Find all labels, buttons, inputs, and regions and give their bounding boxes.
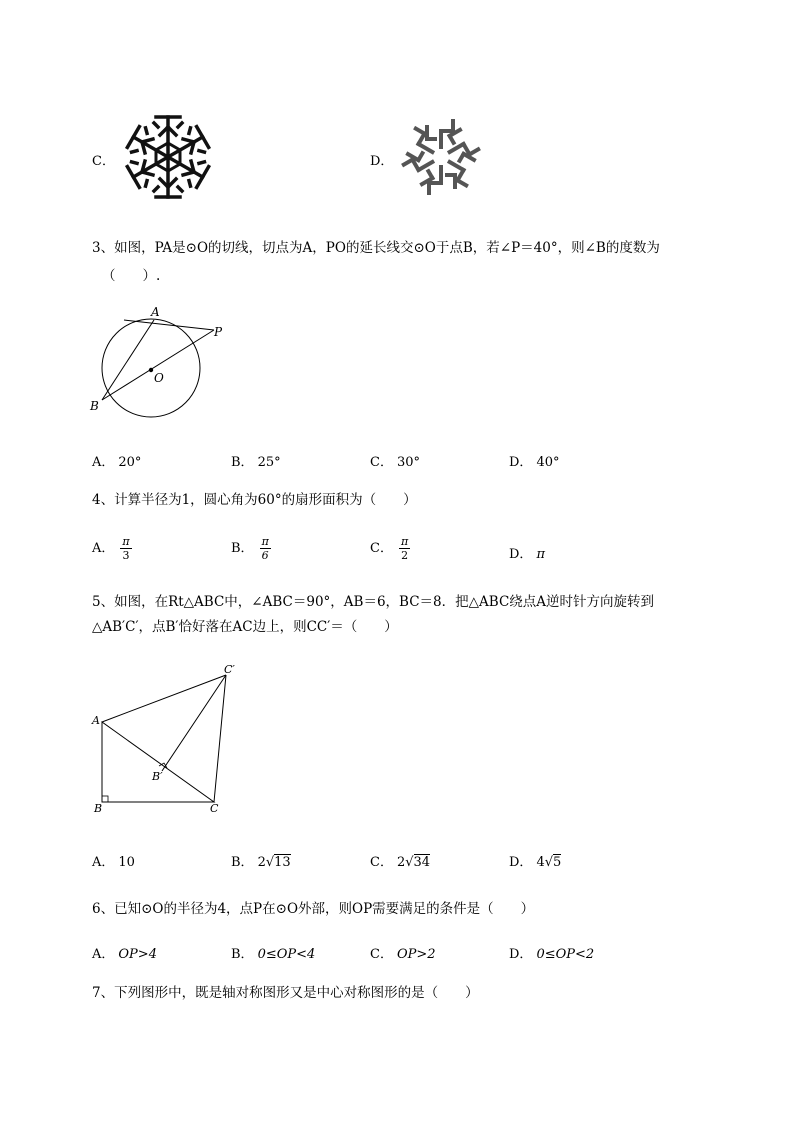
question-5-stem: 5、如图，在Rt△ABC中，∠ABC＝90°，AB＝6，BC＝8．把△ABC绕点A逆时针方向旋转到	[92, 594, 655, 610]
q4-option-a: A． $\frac{\pi}{3}$	[92, 535, 130, 562]
q6-option-b: B． 0≤OP<4	[231, 947, 316, 962]
snowflake-figure-c	[120, 110, 216, 204]
label-b: B	[90, 399, 99, 413]
option-c-label: C．	[92, 154, 115, 169]
q5-option-c: C． 2√34	[370, 855, 431, 870]
label-p: P	[214, 325, 223, 339]
sqrt-sign: √	[265, 855, 275, 870]
q3-option-a: A． 20°	[92, 455, 142, 470]
question-7-stem: 7、下列图形中，既是轴对称图形又是中心对称图形的是（ ）	[92, 985, 479, 1001]
label-c: C	[210, 802, 219, 815]
sqrt-sign: √	[544, 855, 554, 870]
sqrt-sign: √	[405, 855, 414, 870]
question-5-stem-cont: △AB′C′，点B′恰好落在AC边上，则CC′＝（ ）	[92, 619, 398, 635]
label-a: A	[151, 305, 160, 319]
q3-option-d: D． 40°	[509, 455, 560, 470]
question-3-stem: 3、如图，PA是⊙O的切线，切点为A，PO的延长线交⊙O于点B，若∠P＝40°，则∠B的度数为	[92, 240, 660, 256]
label-c-prime: C′	[224, 663, 235, 676]
q6-option-a: A． OP>4	[92, 947, 157, 962]
option-d-label: D．	[370, 154, 394, 169]
rotated-triangle-figure	[88, 660, 248, 820]
q5-option-b: B． 2√13	[231, 855, 291, 870]
question-3-stem-cont: （ ）.	[102, 268, 161, 284]
q5-option-d: D． 4√5	[509, 855, 562, 870]
label-o: O	[154, 371, 164, 385]
q6-option-c: C． OP>2	[370, 947, 436, 962]
question-6-stem: 6、已知⊙O的半径为4，点P在⊙O外部，则OP需要满足的条件是（ ）	[92, 901, 535, 917]
q5-option-a: A． 10	[92, 855, 135, 870]
question-4-stem: 4、计算半径为1，圆心角为60°的扇形面积为（ ）	[92, 492, 417, 508]
q4-option-c: C． $\frac{\pi}{2}$	[370, 535, 409, 562]
q3-option-b: B． 25°	[231, 455, 281, 470]
circle-tangent-figure	[84, 302, 234, 422]
q4-option-d: D． π	[509, 547, 545, 562]
q6-option-d: D． 0≤OP<2	[509, 947, 595, 962]
label-a: A	[92, 714, 100, 727]
q3-option-c: C． 30°	[370, 455, 420, 470]
q4-option-b: B． $\frac{\pi}{6}$	[231, 535, 269, 562]
label-b: B	[94, 802, 103, 815]
snowflake-figure-d	[393, 112, 489, 202]
label-b-prime: B′	[152, 770, 163, 783]
